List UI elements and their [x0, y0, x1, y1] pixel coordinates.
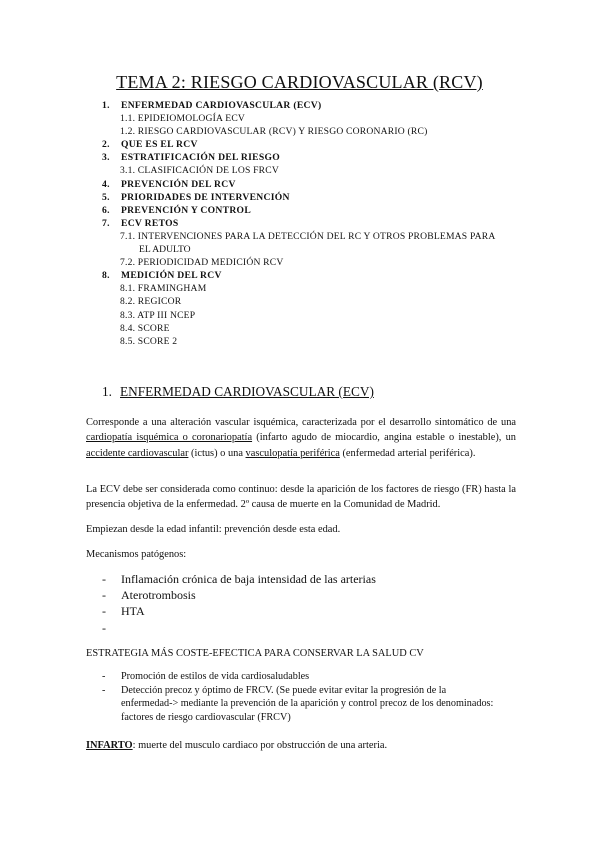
strategy-heading: ESTRATEGIA MÁS COSTE-EFECTICA PARA CONSERVAR LA SALUD CV	[86, 648, 424, 659]
toc-item	[102, 99, 522, 112]
toc-item-label: 1.1. EPIDEIOMOLOGÍA ECV	[120, 113, 246, 125]
toc-item-number: 1.	[102, 100, 110, 111]
toc-item-label: ESTRATIFICACIÓN DEL RIESGO	[121, 152, 281, 164]
toc-item	[102, 309, 522, 322]
dash-bullet: -	[102, 620, 106, 635]
text-run: (ictus) o una	[188, 447, 246, 459]
underlined-term: cardiopatía isquémica o coronariopatía	[86, 432, 253, 444]
list-item	[102, 587, 376, 603]
toc-item	[102, 204, 522, 217]
toc-item-label: 8.2. REGICOR	[120, 296, 182, 308]
toc-item	[102, 191, 522, 204]
toc-item-number: 5.	[102, 191, 110, 203]
toc-item-number: 2.	[102, 139, 110, 151]
toc-item	[102, 322, 522, 335]
toc-item-number: 6.	[102, 204, 110, 216]
infarto-term: INFARTO	[86, 740, 133, 751]
list-item	[102, 571, 376, 587]
toc-item	[102, 282, 522, 295]
list-item-text: Aterotrombosis	[121, 588, 196, 603]
list-item	[102, 684, 494, 725]
paragraph-mechanisms-intro: Mecanismos patógenos:	[86, 549, 187, 560]
list-item-text: Inflamación crónica de baja intensidad de las arterias	[121, 572, 376, 586]
toc-item	[102, 243, 522, 256]
toc-item-label: ENFERMEDAD CARDIOVASCULAR (ECV)	[121, 100, 322, 111]
toc-item-label: 7.2. PERIODICIDAD MEDICIÓN RCV	[120, 257, 284, 269]
toc-item-label: 7.1. INTERVENCIONES PARA LA DETECCIÓN DEL RC Y OTROS PROBLEMAS PARA	[120, 230, 496, 242]
toc-item-label: PREVENCIÓN DEL RCV	[121, 178, 236, 190]
toc-item	[102, 151, 522, 164]
section-heading	[102, 384, 374, 400]
list-item-text: Promoción de estilos de vida cardiosaludables	[121, 671, 310, 682]
toc-item-number: 7.	[102, 217, 110, 229]
list-item-text: Detección precoz y óptimo de FRCV. (Se puede evitar evitar la progresión de la enfermedad-> mediante la prevención de la aparición y control precoz de los denominados: factores de riesgo cardiovascular (FRCV)	[121, 684, 494, 723]
underlined-term: vasculopatía periférica	[245, 447, 340, 459]
paragraph-infarto	[86, 738, 516, 753]
strategy-list	[102, 670, 494, 724]
toc-item	[102, 230, 522, 243]
toc-item-label: 8.1. FRAMINGHAM	[120, 283, 207, 295]
toc-item-label: PREVENCIÓN Y CONTROL	[121, 204, 252, 216]
toc-item	[102, 217, 522, 230]
toc-item-number: 3.	[102, 152, 110, 164]
toc-item	[102, 335, 522, 348]
toc-item-label: 8.5. SCORE 2	[120, 335, 178, 347]
paragraph-continuum: La ECV debe ser considerada como continuo: desde la aparición de los factores de riesgo (FR) hasta la presencia objetiva de la enfermedad. 2º causa de muerte en la Comunidad de Madrid.	[86, 484, 516, 511]
toc-item-label: EL ADULTO	[139, 244, 191, 256]
toc-item-label: 8.3. ATP III NCEP	[120, 309, 196, 321]
toc-item	[102, 125, 522, 138]
toc-item-label: QUE ES EL RCV	[121, 139, 198, 151]
page-title: TEMA 2: RIESGO CARDIOVASCULAR (RCV)	[116, 72, 483, 92]
toc-item-number: 8.	[102, 270, 110, 282]
table-of-contents	[102, 99, 522, 348]
toc-item-number: 4.	[102, 178, 110, 190]
toc-item	[102, 178, 522, 191]
list-item-text: HTA	[121, 604, 145, 619]
toc-item	[102, 295, 522, 308]
toc-item-label: MEDICIÓN DEL RCV	[121, 270, 222, 282]
mechanisms-list	[102, 571, 376, 635]
toc-item-label: 8.4. SCORE	[120, 322, 170, 334]
infarto-definition: : muerte del musculo cardiaco por obstrucción de una arteria.	[132, 740, 388, 751]
list-item	[102, 620, 376, 635]
toc-item-label: 1.2. RIESGO CARDIOVASCULAR (RCV) Y RIESGO CORONARIO (RC)	[120, 126, 428, 138]
text-run: (enfermedad arterial periférica).	[339, 447, 476, 459]
section-number: 1.	[102, 384, 112, 399]
toc-item	[102, 138, 522, 151]
underlined-term: accidente cardiovascular	[86, 447, 189, 459]
paragraph-childhood: Empiezan desde la edad infantil: prevención desde esta edad.	[86, 524, 341, 535]
text-run: Corresponde a una alteración vascular isquémica, caracterizada por el desarrollo sintomático de una	[86, 417, 516, 428]
dash-bullet: -	[102, 572, 106, 586]
dash-bullet: -	[102, 604, 106, 619]
list-item	[102, 670, 494, 684]
toc-item	[102, 269, 522, 282]
toc-item-label: PRIORIDADES DE INTERVENCIÓN	[121, 191, 290, 203]
dash-bullet: -	[102, 684, 106, 696]
dash-bullet: -	[102, 671, 106, 682]
section-title: ENFERMEDAD CARDIOVASCULAR (ECV)	[120, 384, 374, 399]
toc-item-label: ECV RETOS	[121, 217, 179, 229]
toc-item	[102, 112, 522, 125]
toc-item	[102, 164, 522, 177]
list-item	[102, 603, 376, 619]
toc-item	[102, 256, 522, 269]
dash-bullet: -	[102, 588, 106, 603]
paragraph-definition	[86, 415, 516, 461]
text-run: (infarto agudo de miocardio, angina estable o inestable), un	[252, 432, 516, 444]
toc-item-label: 3.1. CLASIFICACIÓN DE LOS FRCV	[120, 165, 279, 177]
